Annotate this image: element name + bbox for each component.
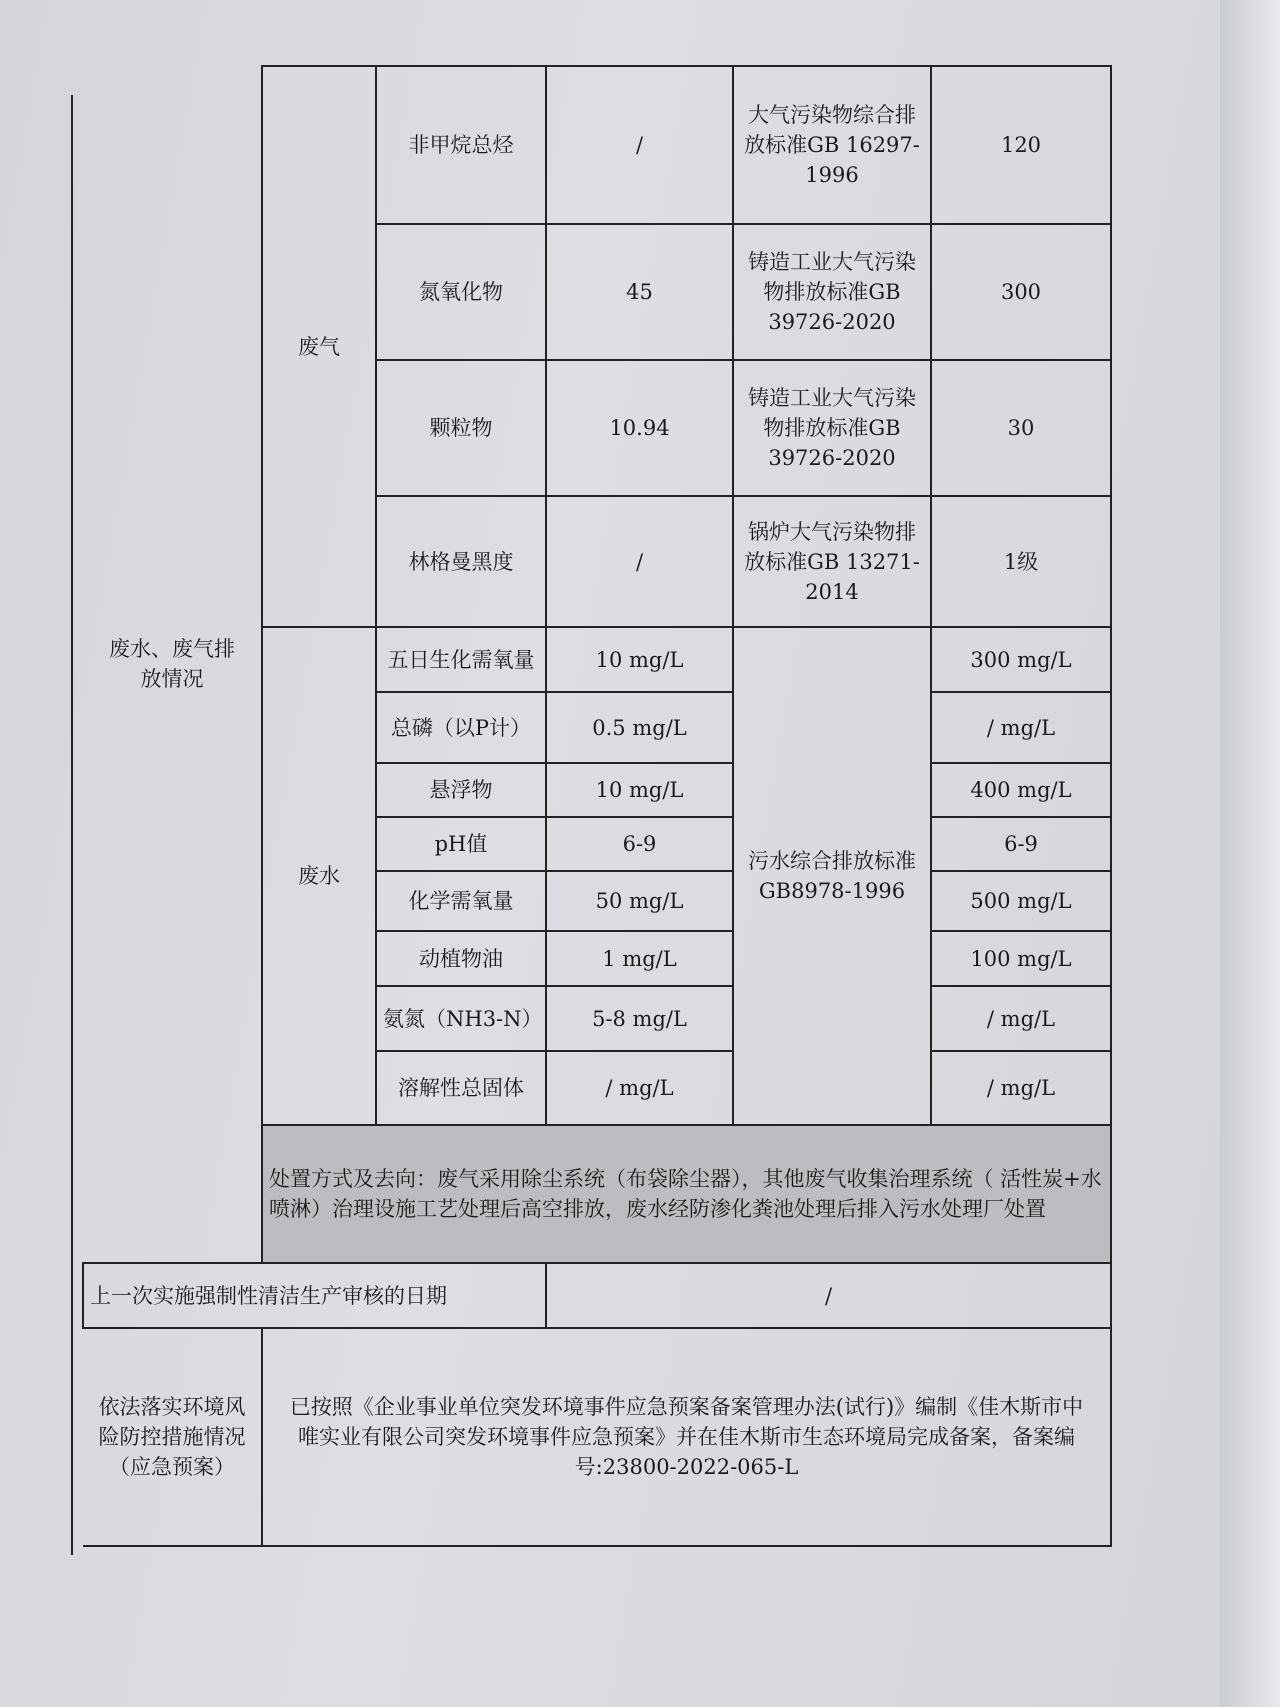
water-limit: 400 mg/L <box>931 763 1111 817</box>
gas-value: / <box>546 66 733 224</box>
risk-control-label: 依法落实环境风险防控措施情况（应急预案） <box>83 1328 262 1546</box>
gas-value: 10.94 <box>546 360 733 496</box>
gas-standard: 大气污染物综合排放标准GB 16297-1996 <box>733 66 931 224</box>
water-item: 溶解性总固体 <box>376 1051 546 1125</box>
water-value: / mg/L <box>546 1051 733 1125</box>
water-standard: 污水综合排放标准GB8978-1996 <box>733 627 931 1125</box>
disposal-method: 处置方式及去向：废气采用除尘系统（布袋除尘器），其他废气收集治理系统（ 活性炭+水喷淋）治理设施工艺处理后高空排放，废水经防渗化粪池处理后排入污水处理厂处置 <box>262 1125 1111 1263</box>
gas-value: / <box>546 496 733 627</box>
water-item: 总磷（以P计） <box>376 692 546 763</box>
water-value: 50 mg/L <box>546 871 733 931</box>
audit-date-value: / <box>546 1263 1111 1328</box>
water-item: 五日生化需氧量 <box>376 627 546 692</box>
water-value: 10 mg/L <box>546 627 733 692</box>
gas-item: 非甲烷总烃 <box>376 66 546 224</box>
water-value: 5-8 mg/L <box>546 986 733 1051</box>
water-value: 0.5 mg/L <box>546 692 733 763</box>
water-limit: / mg/L <box>931 986 1111 1051</box>
water-item: 化学需氧量 <box>376 871 546 931</box>
water-limit: 6-9 <box>931 817 1111 871</box>
audit-date-label: 上一次实施强制性清洁生产审核的日期 <box>83 1263 546 1328</box>
water-limit: / mg/L <box>931 1051 1111 1125</box>
gas-standard: 铸造工业大气污染物排放标准GB 39726-2020 <box>733 224 931 360</box>
gas-limit: 300 <box>931 224 1111 360</box>
water-limit: 100 mg/L <box>931 931 1111 986</box>
water-item: 悬浮物 <box>376 763 546 817</box>
gas-value: 45 <box>546 224 733 360</box>
water-value: 1 mg/L <box>546 931 733 986</box>
gas-standard: 锅炉大气污染物排放标准GB 13271-2014 <box>733 496 931 627</box>
water-limit: 500 mg/L <box>931 871 1111 931</box>
gas-standard: 铸造工业大气污染物排放标准GB 39726-2020 <box>733 360 931 496</box>
water-value: 10 mg/L <box>546 763 733 817</box>
water-limit: 300 mg/L <box>931 627 1111 692</box>
water-limit: / mg/L <box>931 692 1111 763</box>
page-left-line <box>71 95 73 1555</box>
background-paper-edge <box>1220 0 1280 1707</box>
water-category: 废水 <box>262 627 376 1125</box>
water-item: 氨氮（NH3-N） <box>376 986 546 1051</box>
gas-limit: 120 <box>931 66 1111 224</box>
water-value: 6-9 <box>546 817 733 871</box>
water-item: pH值 <box>376 817 546 871</box>
gas-category: 废气 <box>262 66 376 627</box>
emission-table <box>82 65 1112 1547</box>
gas-item: 氮氧化物 <box>376 224 546 360</box>
gas-limit: 30 <box>931 360 1111 496</box>
risk-control-value: 已按照《企业事业单位突发环境事件应急预案备案管理办法(试行)》编制《佳木斯市中唯实业有限公司突发环境事件应急预案》并在佳木斯市生态环境局完成备案，备案编号:23800-2022-065-L <box>262 1328 1111 1546</box>
water-item: 动植物油 <box>376 931 546 986</box>
gas-item: 林格曼黑度 <box>376 496 546 627</box>
gas-item: 颗粒物 <box>376 360 546 496</box>
gas-limit: 1级 <box>931 496 1111 627</box>
section-label: 废水、废气排放情况 <box>83 66 262 1263</box>
